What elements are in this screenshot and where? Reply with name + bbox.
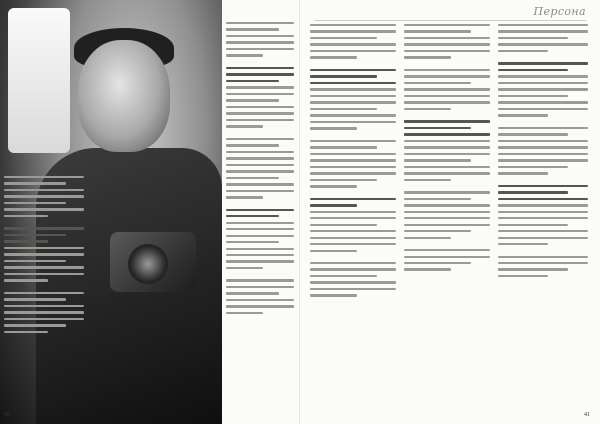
right-page bbox=[300, 0, 600, 424]
right-text-column-3 bbox=[498, 24, 588, 281]
header-rule bbox=[314, 20, 586, 21]
portrait-face bbox=[78, 40, 170, 152]
camera-lens bbox=[128, 244, 168, 284]
section-title: Персона bbox=[533, 5, 586, 18]
left-page-number: 40 bbox=[4, 412, 10, 418]
left-text-column-2 bbox=[226, 22, 294, 318]
left-text-column-1 bbox=[4, 176, 84, 337]
right-text-column-1 bbox=[310, 24, 396, 301]
studio-light bbox=[8, 8, 70, 153]
right-text-column-2 bbox=[404, 24, 490, 275]
right-page-number: 41 bbox=[584, 412, 590, 418]
